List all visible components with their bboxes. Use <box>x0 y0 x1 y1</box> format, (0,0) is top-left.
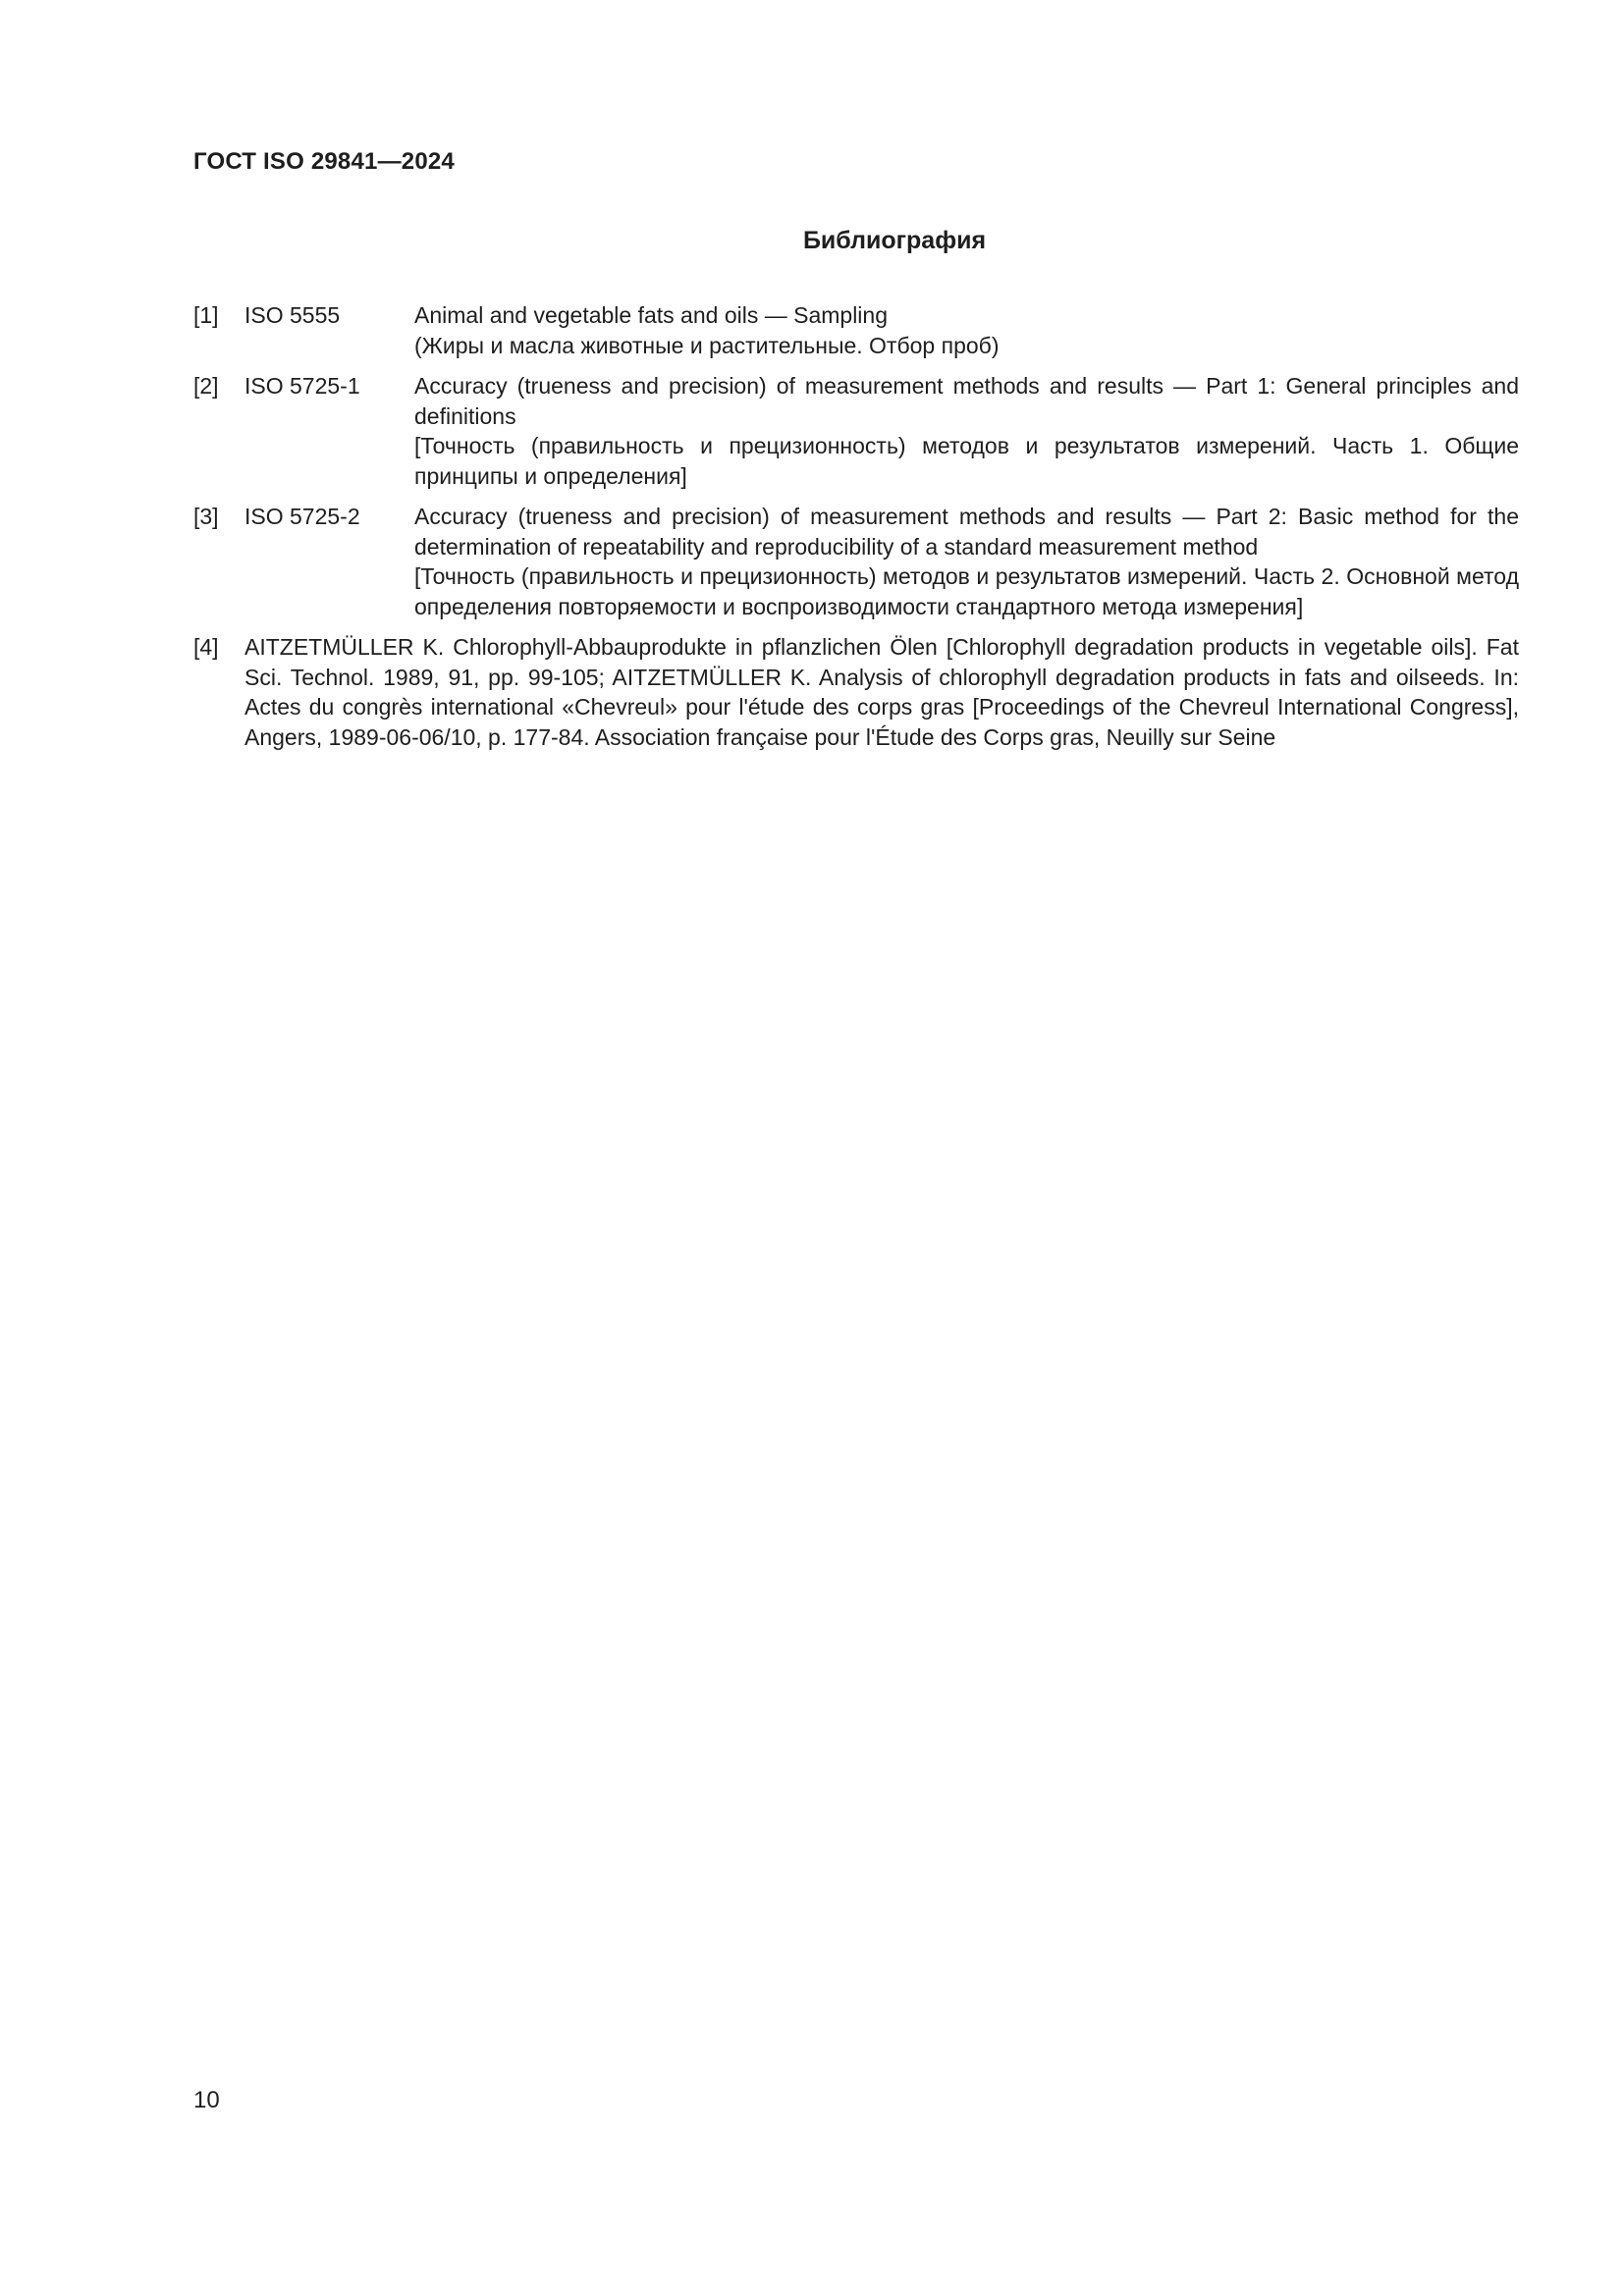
section-title: Библиография <box>802 227 987 254</box>
entry-standard-code: ISO 5725-2 <box>244 504 360 529</box>
bibliography-entry <box>193 632 1519 752</box>
entry-body <box>414 502 1519 621</box>
bibliography-entry <box>193 502 1519 621</box>
bibliography-list <box>193 300 1519 763</box>
entry-title-ru: [Точность (правильность и прецизионность) методов и результатов измерений. Часть 2. Основной метод определения повторяемости и воспроизводимости стандартного метода измерения] <box>414 563 1519 619</box>
entry-title-ru: [Точность (правильность и прецизионность) методов и результатов измерений. Часть 1. Общие принципы и определения] <box>414 433 1519 489</box>
entry-body <box>414 371 1519 491</box>
entry-number: [4] <box>193 634 219 660</box>
entry-citation-text: AITZETMÜLLER K. Chlorophyll-Abbauprodukte in pflanzlichen Ölen [Chlorophyll degradation products in vegetable oils]. Fat Sci. Technol. 1989, 91, pp. 99-105; AITZETMÜLLER K. Analysis of chlorophyll degradation products in fats and oilseeds. In: Actes du congrès international «Chevreul» pour l'étude des corps gras [Proceedings of the Chevreul International Congress], Angers, 1989-06-06/10, p. 177-84. Association française pour l'Étude des Corps gras, Neuilly sur Seine <box>244 634 1519 750</box>
entry-title-en: Accuracy (trueness and precision) of measurement methods and results — Part 1: General principles and definitions <box>414 373 1519 429</box>
entry-title-ru: (Жиры и масла животные и растительные. Отбор проб) <box>414 332 1000 358</box>
entry-body <box>414 300 1519 360</box>
entry-number: [3] <box>193 504 219 529</box>
entry-number: [2] <box>193 373 219 399</box>
entry-number: [1] <box>193 302 219 328</box>
entry-standard-code: ISO 5725-1 <box>244 373 360 399</box>
bibliography-entry <box>193 371 1519 491</box>
entry-title-en: Animal and vegetable fats and oils — Sampling <box>414 302 889 328</box>
bibliography-entry <box>193 300 1519 360</box>
page-number: 10 <box>193 2087 220 2113</box>
entry-standard-code: ISO 5555 <box>244 302 341 328</box>
entry-title-en: Accuracy (trueness and precision) of measurement methods and results — Part 2: Basic method for the determination of repeatability and reproducibility of a standard measurement method <box>414 504 1519 560</box>
document-header: ГОСТ ISO 29841—2024 <box>193 148 455 175</box>
